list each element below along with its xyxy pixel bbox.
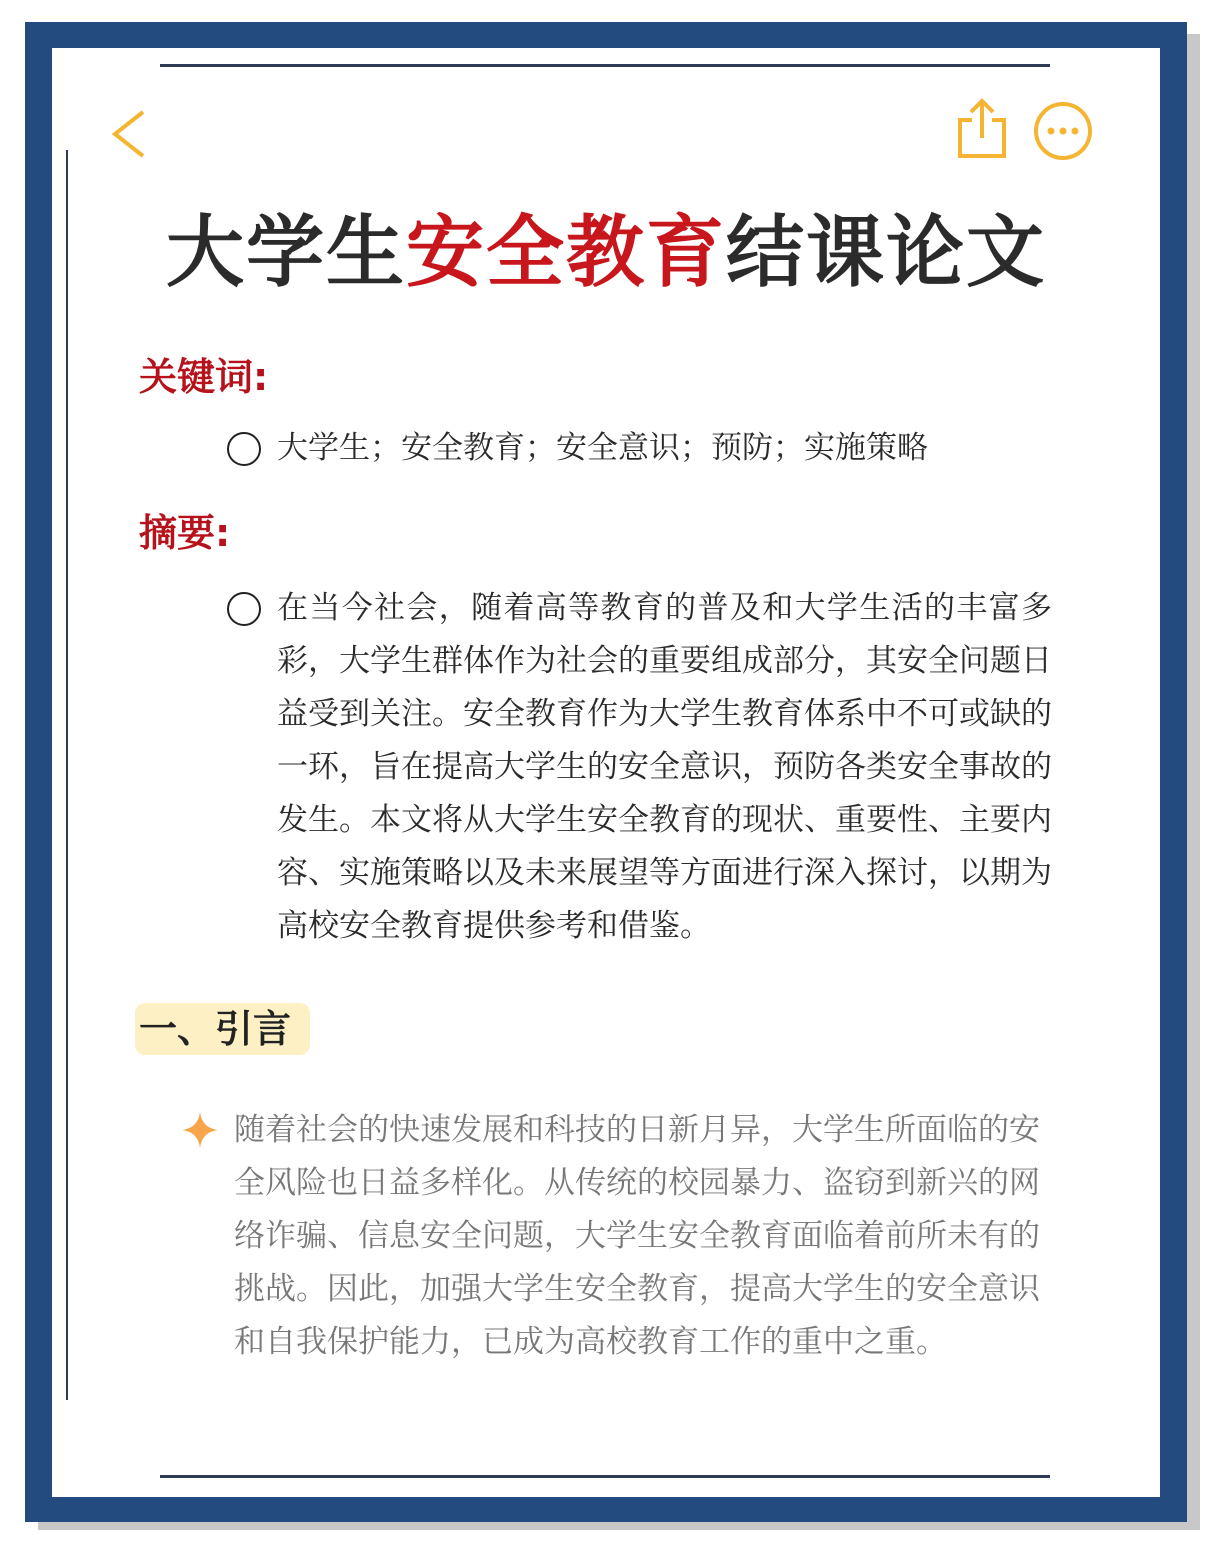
- title-part: 大学生: [165, 208, 406, 298]
- title-part: 结课论文: [726, 208, 1047, 298]
- bullet-circle-icon: [227, 432, 261, 466]
- divider: [160, 64, 1050, 67]
- abstract-text: 在当今社会，随着高等教育的普及和大学生活的丰富多彩，大学生群体作为社会的重要组成部分，其安全问题日益受到关注。安全教育作为大学生教育体系中不可或缺的一环，旨在提高大学生的安全意识，预防各类安全事故的发生。本文将从大学生安全教育的现状、重要性、主要内容、实施策略以及未来展望等方面进行深入探讨，以期为高校安全教育提供参考和借鉴。: [277, 590, 1052, 944]
- heading-text: 摘要:: [139, 511, 231, 555]
- sparkle-icon: [180, 1110, 220, 1150]
- share-icon[interactable]: [955, 98, 1009, 160]
- heading-text: 关键词:: [139, 355, 269, 399]
- section-text: 随着社会的快速发展和科技的日新月异，大学生所面临的安全风险也日益多样化。从传统的校园暴力、盗窃到新兴的网络诈骗、信息安全问题，大学生安全教育面临着前所未有的挑战。因此，加强大学生安全教育，提高大学生的安全意识和自我保护能力，已成为高校教育工作的重中之重。: [234, 1112, 1040, 1360]
- bullet-circle-icon: [227, 592, 261, 626]
- abstract-heading: [139, 502, 230, 557]
- keywords-text: 大学生；安全教育；安全意识；预防；实施策略: [277, 430, 928, 466]
- title-highlight: 安全教育: [405, 208, 726, 298]
- chevron-left-icon[interactable]: [110, 108, 150, 160]
- keywords-heading: [139, 346, 268, 401]
- divider: [66, 150, 68, 1400]
- section-heading: 一、引言: [135, 1003, 310, 1055]
- divider: [160, 1475, 1050, 1478]
- page-title: [0, 190, 1212, 302]
- more-icon[interactable]: [1032, 100, 1094, 162]
